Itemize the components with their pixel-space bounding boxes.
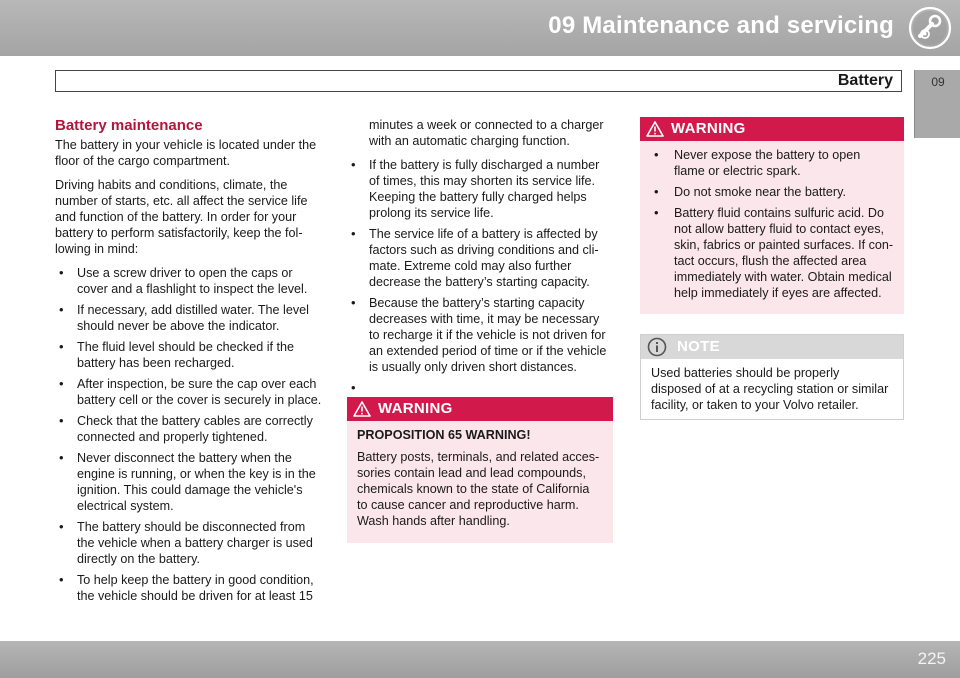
warning-header bbox=[640, 117, 904, 141]
maintenance-list-continued bbox=[347, 157, 613, 375]
list-item: • If necessary, add distilled water. The level should never be above the indicator. bbox=[55, 302, 323, 334]
warning-title: WARNING bbox=[671, 120, 746, 137]
list-item: • Do not smoke near the battery. bbox=[650, 184, 894, 200]
warning-triangle-icon bbox=[353, 401, 371, 417]
side-tab-label: 09 bbox=[931, 75, 945, 89]
warning-body bbox=[347, 421, 613, 543]
list-item: • To help keep the battery in good condition, the vehicle should be driven for at least 15 bbox=[55, 572, 323, 604]
column-2 bbox=[347, 117, 613, 543]
list-item: • Never disconnect the battery when the engine is running, or when the key is in the ignition. This could damage the vehicle's electrical system. bbox=[55, 450, 323, 514]
intro-paragraph-2: Driving habits and conditions, climate, the number of starts, etc. all affect the service life and function of the battery. In order for your battery to perform satisfactorily, keep the fol-lowing in mind: bbox=[55, 178, 308, 256]
chapter-title: 09 Maintenance and servicing bbox=[548, 12, 894, 39]
note-body: Used batteries should be properly disposed of at a recycling station or similar facility, or taken to your Volvo retailer. bbox=[651, 366, 889, 412]
section-bar bbox=[55, 70, 902, 92]
warning-list bbox=[650, 147, 894, 301]
warning-triangle-icon bbox=[646, 121, 664, 137]
continued-paragraph: minutes a week or connected to a charger with an automatic charging function. bbox=[369, 118, 604, 148]
warning-body bbox=[640, 141, 904, 314]
page-number: 225 bbox=[917, 649, 946, 668]
info-icon bbox=[647, 337, 667, 357]
section-heading: Battery maintenance bbox=[55, 117, 203, 134]
warning-subtitle: PROPOSITION 65 WARNING! bbox=[357, 428, 531, 442]
list-item: • The battery should be disconnected from the vehicle when a battery charger is used directly on the battery. bbox=[55, 519, 323, 567]
section-title: Battery bbox=[837, 72, 893, 89]
warning-box-battery bbox=[640, 117, 904, 314]
column-3 bbox=[640, 117, 904, 420]
warning-box-proposition-65 bbox=[347, 397, 613, 543]
list-item: • The service life of a battery is affected by factors such as driving conditions and cli-mate. Extreme cold may also further decrease the battery’s starting capacity. bbox=[347, 226, 613, 290]
list-item: • After inspection, be sure the cap over each battery cell or the cover is securely in place. bbox=[55, 376, 323, 408]
list-item: • Check that the battery cables are correctly connected and properly tightened. bbox=[55, 413, 323, 445]
wrench-gear-icon bbox=[907, 5, 953, 51]
note-box bbox=[640, 334, 904, 420]
warning-title: WARNING bbox=[378, 400, 453, 417]
list-item: • Use a screw driver to open the caps or cover and a flashlight to inspect the level. bbox=[55, 265, 323, 297]
note-title: NOTE bbox=[677, 338, 720, 355]
header-band bbox=[0, 0, 960, 56]
list-item: • Never expose the battery to open flame or electric spark. bbox=[650, 147, 894, 179]
list-item: • If the battery is fully discharged a number of times, this may shorten its service life. Keeping the battery fully charged helps prolong its service life. bbox=[347, 157, 613, 221]
maintenance-list bbox=[55, 265, 323, 604]
footer-band bbox=[0, 641, 960, 678]
list-item: • The fluid level should be checked if the battery has been recharged. bbox=[55, 339, 323, 371]
note-header bbox=[641, 335, 903, 359]
list-item: • Battery fluid contains sulfuric acid. Do not allow battery fluid to contact eyes, skin, fabrics or painted surfaces. If con-tact occurs, flush the affected area immediately with water. Obtain medical help immediately if eyes are affected. bbox=[650, 205, 894, 301]
warning-text: Battery posts, terminals, and related acces-sories contain lead and lead compounds, chemicals known to the state of California to cause cancer and reproductive harm. Wash hands after handling. bbox=[357, 450, 600, 528]
column-1 bbox=[55, 117, 323, 609]
warning-header bbox=[347, 397, 613, 421]
intro-paragraph-1: The battery in your vehicle is located under the floor of the cargo compartment. bbox=[55, 138, 317, 168]
chapter-side-tab bbox=[914, 70, 960, 138]
list-item: • Because the battery’s starting capacity decreases with time, it may be necessary to recharge it if the vehicle is not driven for an extended period of time or if the vehicle is usually only driven short distances. bbox=[347, 295, 613, 375]
